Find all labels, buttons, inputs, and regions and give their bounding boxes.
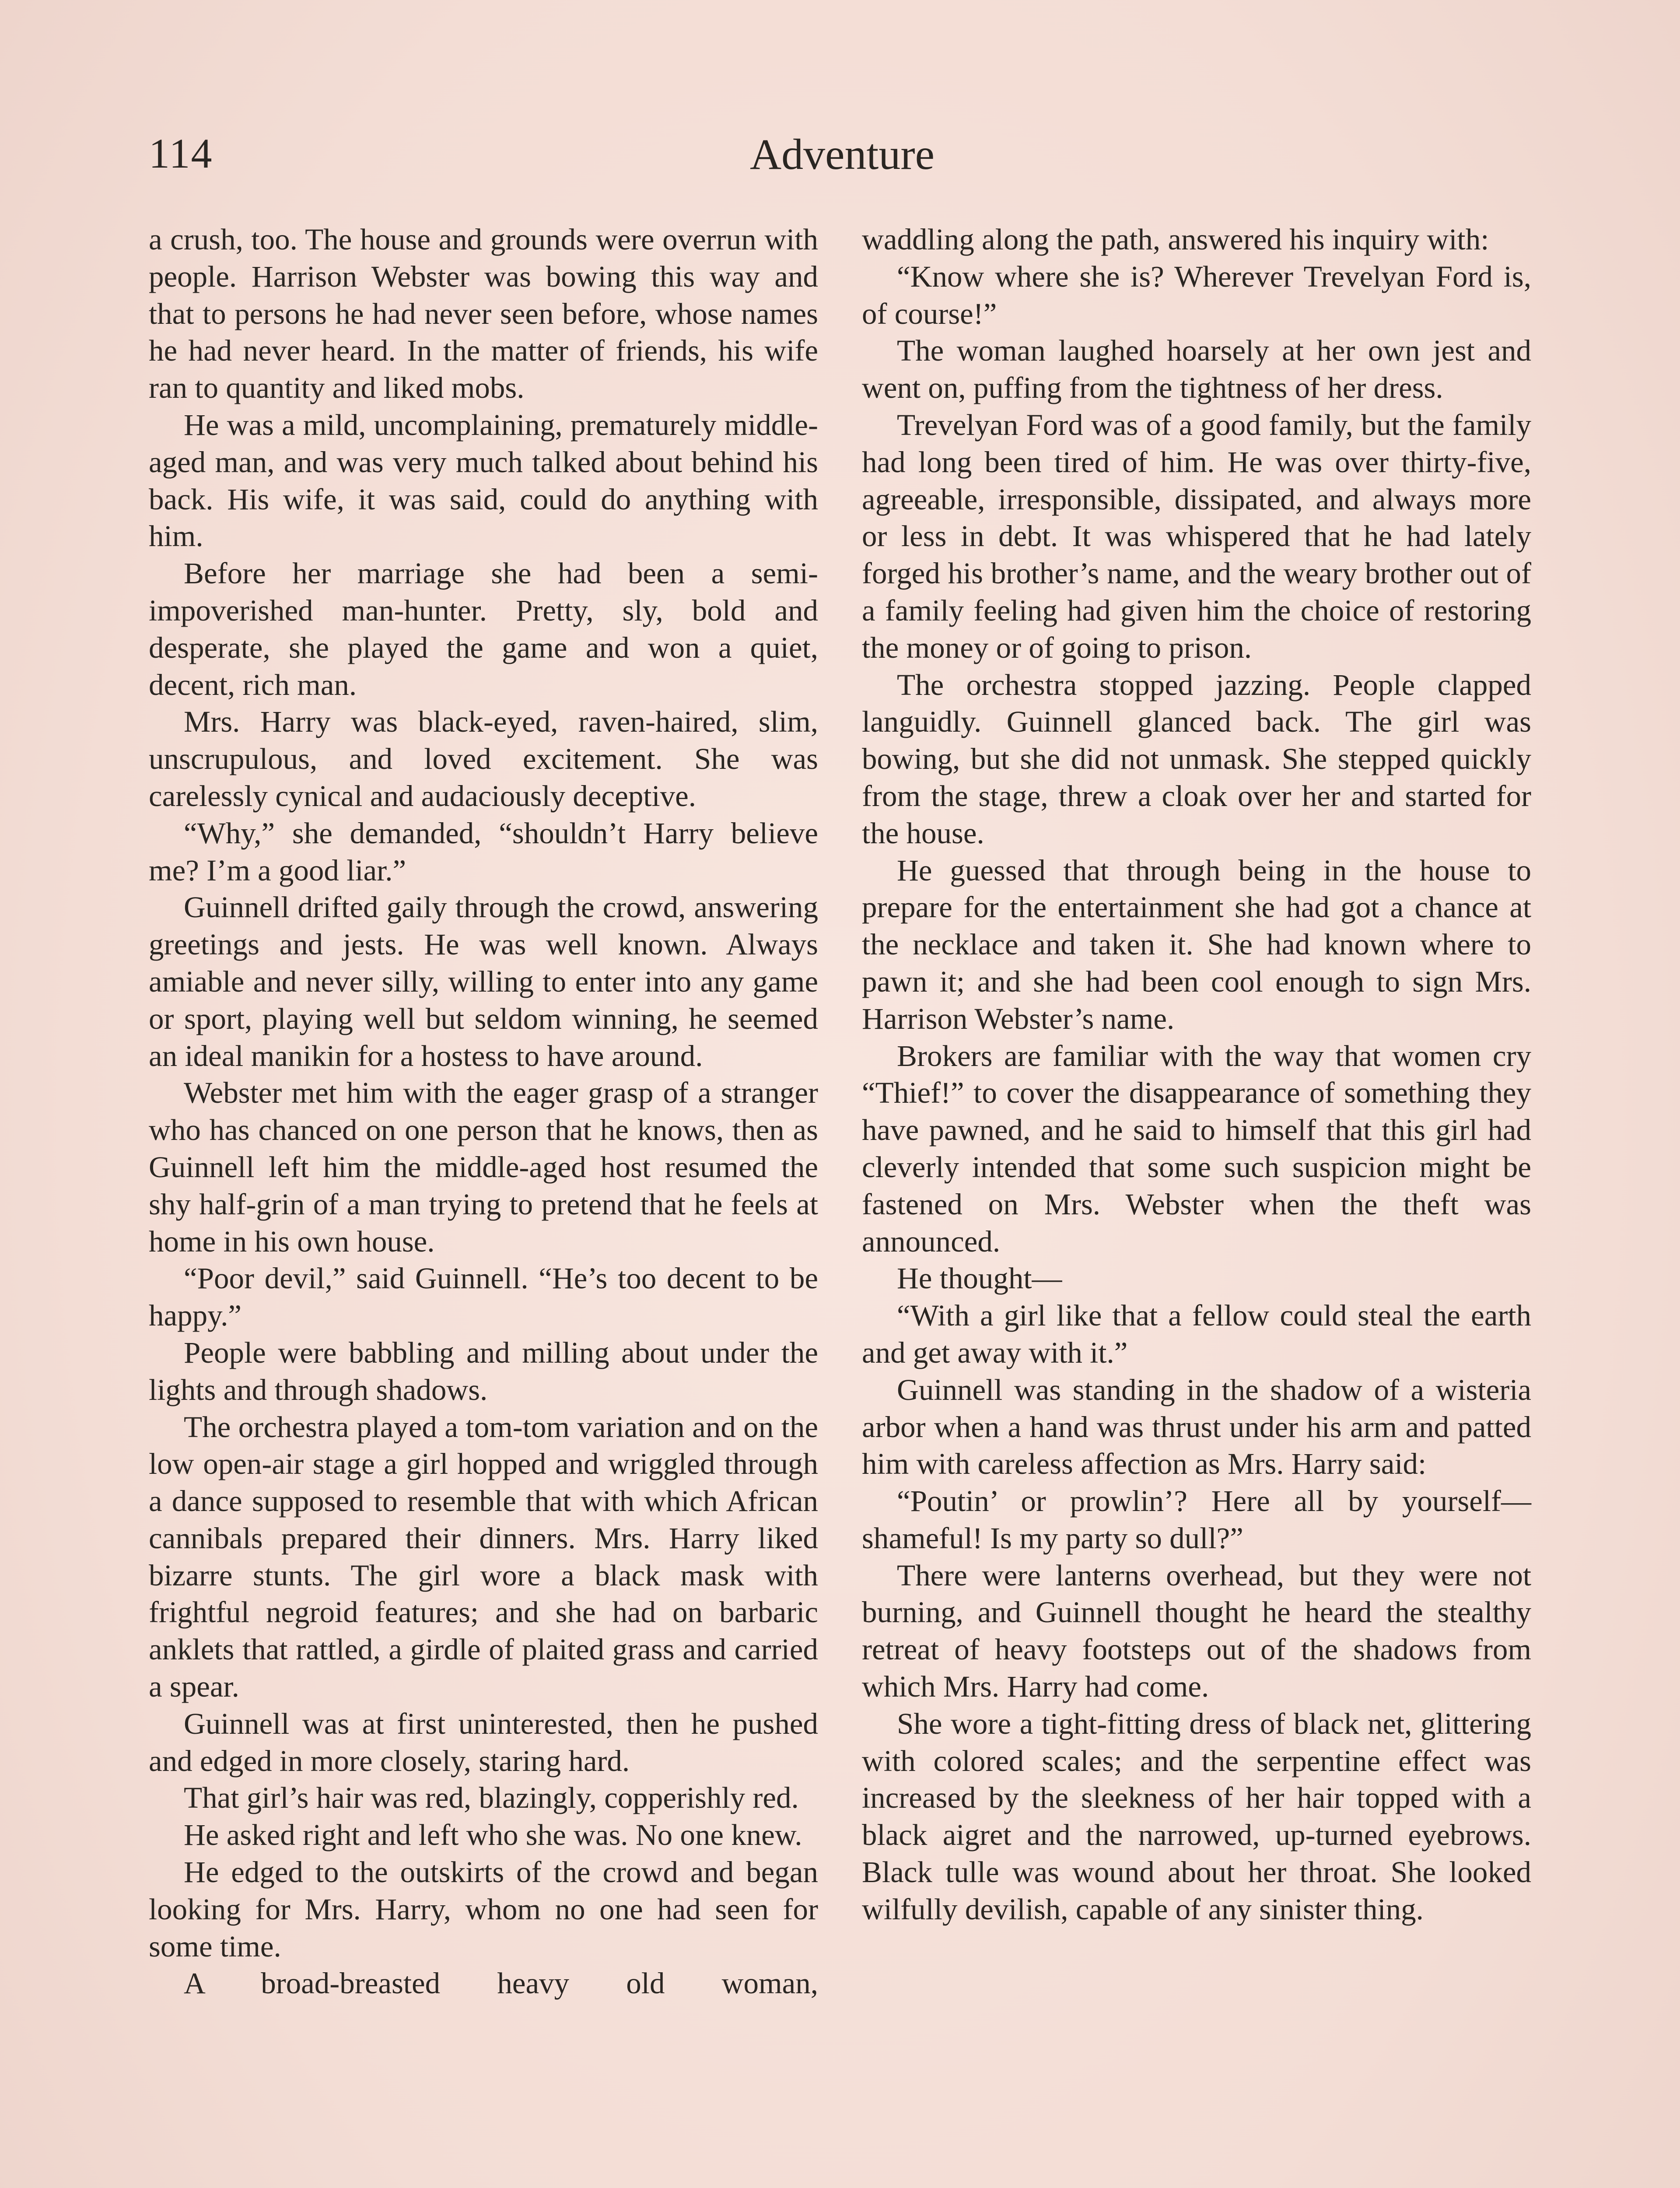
paragraph: Guinnell drifted gaily through the crowd, answering greetings and jests. He was well known. Always amiable and never silly, willing to enter into any game or sport, playing well but seldom winning, he seemed an ideal manikin for a hostess to have around. [149, 891, 818, 1073]
paragraph: The orchestra played a tom-tom variation and on the low open-air stage a girl hopped and wriggled through a dance supposed to resemble that with which African cannibals prepared their dinners. Mrs. Harry liked bizarre stunts. The girl wore a black mask with frightful negroid features; and she had on barbaric anklets that rattled, a girdle of plaited grass and carried a spear. [149, 1410, 818, 1704]
paragraph: The orchestra stopped jazzing. People clapped languidly. Guinnell glanced back. The girl was bowing, but she did not unmask. She stepped quickly from the stage, threw a cloak over her and started for the house. [862, 668, 1531, 850]
paragraph: “Poor devil,” said Guinnell. “He’s too decent to be happy.” [149, 1262, 818, 1332]
page-header [149, 129, 1536, 190]
paragraph: That girl’s hair was red, blazingly, copperishly red. [184, 1781, 799, 1815]
paragraph: There were lanterns overhead, but they were not burning, and Guinnell thought he heard the stealthy retreat of heavy footsteps out of the shadows from which Mrs. Harry had come. [862, 1558, 1531, 1704]
paragraph: “Poutin’ or prowlin’? Here all by yourself—shameful! Is my party so dull?” [862, 1484, 1531, 1555]
paragraph: Trevelyan Ford was of a good family, but the family had long been tired of him. He was over thirty-five, agreeable, irresponsible, dissipated, and always more or less in debt. It was whispered that he had lately forged his brother’s name, and the weary brother out of a family feeling had given him the choice of restoring the money or of going to prison. [862, 408, 1531, 664]
paragraph: He was a mild, uncomplaining, prematurely middle-aged man, and was very much talked about behind his back. His wife, it was said, could do anything with him. [149, 408, 818, 553]
paragraph: a crush, too. The house and grounds were overrun with people. Harrison Webster was bowing this way and that to persons he had never seen before, whose names he had never heard. In the matter of friends, his wife ran to quantity and liked mobs. [149, 223, 818, 405]
paragraph: “Why,” she demanded, “shouldn’t Harry believe me? I’m a good liar.” [149, 816, 818, 887]
paragraph: waddling along the path, answered his inquiry with: [862, 223, 1489, 256]
paragraph: He edged to the outskirts of the crowd and began looking for Mrs. Harry, whom no one had seen for some time. [149, 1855, 818, 1963]
paragraph: He guessed that through being in the house to prepare for the entertainment she had got a chance at the necklace and taken it. She had known where to pawn it; and she had been cool enough to sign Mrs. Harrison Webster’s name. [862, 853, 1531, 1035]
paragraph: The woman laughed hoarsely at her own jest and went on, puffing from the tightness of her dress. [862, 334, 1531, 405]
paragraph: Brokers are familiar with the way that women cry “Thief!” to cover the disappearance of something they have pawned, and he said to himself that this girl had cleverly intended that some such suspicion might be fastened on Mrs. Webster when the theft was announced. [862, 1039, 1531, 1258]
paragraph: A broad-breasted heavy old woman, [184, 1967, 818, 2000]
paragraph: He thought— [897, 1262, 1062, 1295]
paragraph: Guinnell was standing in the shadow of a wisteria arbor when a hand was thrust under his arm and patted him with careless affection as Mrs. Harry said: [862, 1373, 1531, 1481]
left-column [149, 221, 818, 2188]
paragraph: “Know where she is? Wherever Trevelyan Ford is, of course!” [862, 259, 1531, 330]
paragraph: Mrs. Harry was black-eyed, raven-haired, slim, unscrupulous, and loved excitement. She was carelessly cynical and audaciously deceptive. [149, 705, 818, 813]
paragraph: “With a girl like that a fellow could steal the earth and get away with it.” [862, 1299, 1531, 1369]
paragraph: Before her marriage she had been a semi-impoverished man-hunter. Pretty, sly, bold and desperate, she played the game and won a quiet, decent, rich man. [149, 557, 818, 701]
paragraph: Webster met him with the eager grasp of a stranger who has chanced on one person that he knows, then as Guinnell left him the middle-aged host resumed the shy half-grin of a man trying to pretend that he feels at home in his own house. [149, 1076, 818, 1258]
paragraph: He asked right and left who she was. No one knew. [184, 1818, 802, 1852]
paragraph: She wore a tight-fitting dress of black net, glittering with colored scales; and the serpentine effect was increased by the sleekness of her hair topped with a black aigret and the narrowed, up-turned eyebrows. Black tulle was wound about her throat. She looked wilfully devilish, capable of any sinister thing. [862, 1707, 1531, 1926]
running-head-title: Adventure [749, 130, 935, 179]
page-number: 114 [149, 130, 213, 177]
paragraph: Guinnell was at first uninterested, then he pushed and edged in more closely, staring hard. [149, 1707, 818, 1778]
paragraph: People were babbling and milling about under the lights and through shadows. [149, 1336, 818, 1406]
right-column [862, 221, 1531, 2188]
